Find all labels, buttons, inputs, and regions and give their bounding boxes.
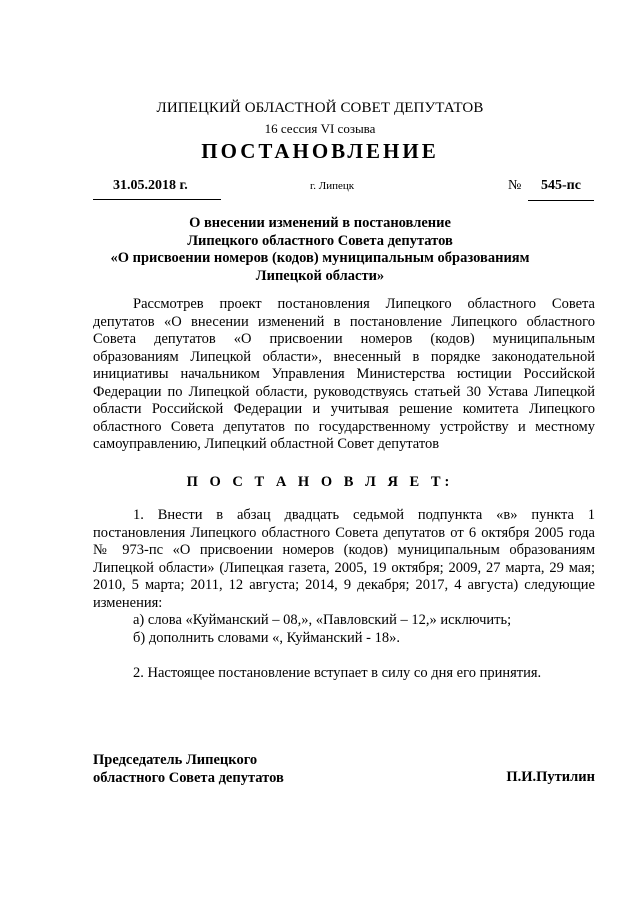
item-1-paragraph: 1. Внести в абзац двадцать седьмой подпункта «в» пункта 1 постановления Липецкого областного Совета депутатов от 6 октября 2005 года № 973-пс «О присвоении номеров (кодов) муниципальным образованиям Липецкой области» (Липецкая газета, 2005, 19 октября; 2009, 27 марта, 29 мая; 2010, 5 марта; 2011, 12 августа; 2014, 9 декабря; 2017, 4 августа) следующие изменения:	[93, 507, 595, 611]
document-subject	[0, 215, 640, 285]
subject-line: Липецкой области»	[255, 267, 385, 284]
signatory-position	[93, 752, 284, 787]
signatory-position-line: областного Совета депутатов	[93, 769, 284, 786]
signatory-position-line: Председатель Липецкого	[93, 752, 258, 768]
sub-item-a: а) слова «Куйманский – 08,», «Павловский – 12,» исключить;	[133, 612, 512, 628]
organization-name: ЛИПЕЦКИЙ ОБЛАСТНОЙ СОВЕТ ДЕПУТАТОВ	[156, 100, 484, 116]
decree-heading: П О С Т А Н О В Л Я Е Т:	[186, 474, 454, 490]
document-date: 31.05.2018 г.	[93, 178, 221, 200]
item-2-paragraph: 2. Настоящее постановление вступает в силу со дня его принятия.	[133, 665, 542, 681]
document-number: 545-пс	[528, 178, 594, 201]
document-city: г. Липецк	[310, 180, 355, 192]
subject-line: Липецкого областного Совета депутатов	[187, 232, 453, 249]
number-sign: №	[508, 178, 522, 193]
subject-line: «О присвоении номеров (кодов) муниципальным образованиям	[110, 250, 530, 266]
subject-line: О внесении изменений в постановление	[189, 215, 451, 231]
sub-item-b: б) дополнить словами «, Куйманский - 18».	[133, 630, 400, 646]
preamble-paragraph: Рассмотрев проект постановления Липецкого областного Совета депутатов «О внесении изменений в постановление Липецкого областного Совета депутатов «О присвоении номеров (кодов) муниципальным образованиям Липецкой области», внесенный в порядке законодательной инициативы начальником Управления Министерства юстиции Российской Федерации по Липецкой области, руководствуясь статьей 30 Устава Липецкой области Российской Федерации и учитывая решение комитета Липецкого областного Совета депутатов по государственному устройству и местному самоуправлению, Липецкий областной Совет депутатов	[93, 296, 595, 452]
session-line: 16 сессия VI созыва	[264, 121, 376, 136]
document-type-title: ПОСТАНОВЛЕНИЕ	[201, 139, 439, 163]
signatory-name: П.И.Путилин	[506, 769, 595, 785]
